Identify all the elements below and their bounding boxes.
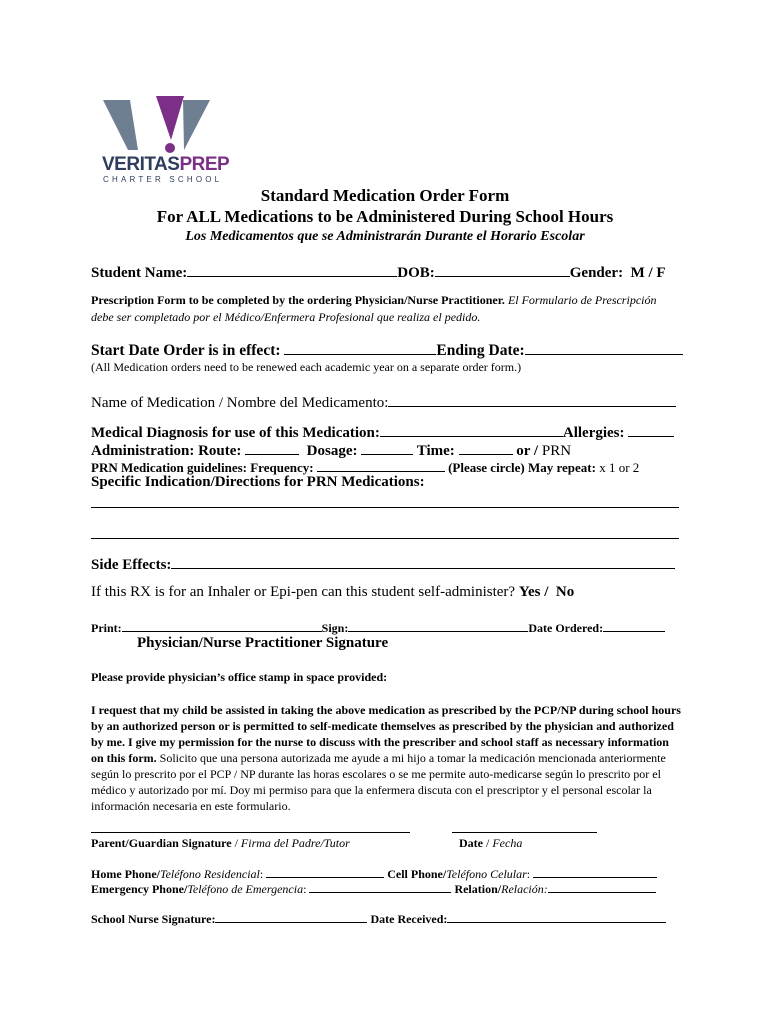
dates-row: [91, 340, 683, 360]
cell-phone-spanish: Teléfono Celular: [446, 867, 527, 881]
nurse-row: [91, 911, 666, 927]
side-effects-field[interactable]: [171, 554, 675, 569]
inhaler-no[interactable]: No: [555, 584, 575, 600]
start-date-label: Start Date Order is in effect:: [91, 342, 281, 359]
student-name-label: Student Name:: [91, 265, 188, 281]
form-title: Standard Medication Order Form: [260, 186, 510, 205]
ending-date-field[interactable]: [525, 340, 683, 355]
dosage-field[interactable]: [361, 440, 413, 455]
physician-signature-row: [91, 620, 665, 636]
parent-date-caption: [459, 836, 522, 851]
prn-frequency-label: PRN Medication guidelines: Frequency:: [91, 460, 314, 475]
slash-text: /: [486, 836, 490, 850]
ending-date-label: Ending Date:: [436, 342, 525, 359]
specific-indication-line-2[interactable]: [91, 538, 679, 539]
date-ordered-field[interactable]: [603, 620, 665, 632]
logo-name-prep: PREP: [179, 154, 230, 175]
allergies-label: Allergies:: [562, 425, 625, 441]
logo-mark-icon: [100, 96, 235, 156]
relation-label: Relation/: [454, 882, 502, 896]
inhaler-yes[interactable]: Yes /: [518, 584, 549, 600]
print-field[interactable]: [122, 620, 322, 632]
may-repeat-options[interactable]: x 1 or 2: [599, 460, 640, 475]
school-logo: [100, 96, 235, 184]
prescription-note-spanish: El Formulario de Prescripción debe ser completado por el Médico/Enfermera Profesional que realiza el pedido.: [91, 293, 657, 324]
administration-label: Administration:: [91, 443, 195, 459]
dob-label: DOB:: [397, 265, 435, 281]
stamp-note: Please provide physician’s office stamp in space provided:: [91, 670, 388, 684]
diagnosis-label: Medical Diagnosis for use of this Medication:: [91, 425, 380, 441]
parent-date-line[interactable]: [452, 832, 597, 833]
student-row: [91, 262, 666, 282]
consent-english: I request that my child be assisted in taking the above medication as prescribed by the PCP/NP during school hours by an authorized person or is permitted to self-medicate themselves as prescribed by the physician and authorized by me. I give my permission for the nurse to discuss with the prescriber and school staff as necessary information on this form.: [91, 703, 681, 765]
dob-field[interactable]: [435, 262, 570, 277]
student-name-field[interactable]: [187, 262, 397, 277]
prn-frequency-field[interactable]: [317, 459, 445, 472]
time-field[interactable]: [459, 440, 513, 455]
route-label: Route:: [198, 443, 242, 459]
administration-row: [91, 440, 571, 460]
start-date-field[interactable]: [284, 340, 436, 355]
side-effects-label: Side Effects:: [91, 557, 172, 573]
sign-field[interactable]: [348, 620, 528, 632]
date-received-label: Date Received:: [370, 912, 448, 926]
nurse-signature-field[interactable]: [215, 911, 367, 923]
parent-signature-line[interactable]: [91, 832, 410, 833]
specific-indication-label: Specific Indication/Directions for PRN Medications:: [91, 474, 425, 490]
renew-note: (All Medication orders need to be renewed each academic year on a separate order form.): [91, 360, 522, 374]
parent-signature-caption: [91, 836, 350, 851]
print-label: Print:: [91, 621, 122, 635]
sign-label: Sign:: [321, 621, 349, 635]
medication-name-row: [91, 392, 676, 412]
medication-name-field[interactable]: [388, 392, 676, 407]
colon-text: :: [259, 867, 264, 881]
logo-tagline: CHARTER SCHOOL: [103, 175, 223, 184]
gender-label: Gender:: [569, 265, 624, 281]
date-received-field[interactable]: [447, 911, 666, 923]
prn-label[interactable]: PRN: [541, 443, 572, 459]
parent-date-spanish: Fecha: [492, 836, 523, 850]
or-label: or /: [516, 443, 539, 459]
inhaler-question: If this RX is for an Inhaler or Epi-pen can this student self-administer?: [91, 584, 516, 600]
diagnosis-field[interactable]: [380, 422, 563, 437]
form-subtitle: For ALL Medications to be Administered During School Hours: [156, 207, 614, 226]
cell-phone-field[interactable]: [533, 866, 657, 878]
inhaler-row: [91, 584, 574, 601]
route-field[interactable]: [245, 440, 299, 455]
gender-options[interactable]: M / F: [630, 265, 666, 281]
emergency-phone-field[interactable]: [309, 881, 451, 893]
time-label: Time:: [416, 443, 455, 459]
prescription-note: [91, 292, 681, 326]
home-phone-spanish: Teléfono Residencial: [160, 867, 260, 881]
parent-signature-spanish: Firma del Padre/Tutor: [240, 836, 350, 850]
emergency-phone-label: Emergency Phone/: [91, 882, 188, 896]
medication-name-label: Name of Medication / Nombre del Medicamento:: [91, 395, 389, 411]
side-effects-row: [91, 554, 675, 574]
may-repeat-label: (Please circle) May repeat:: [448, 460, 596, 475]
form-subtitle-spanish: Los Medicamentos que se Administrarán Durante el Horario Escolar: [185, 229, 585, 244]
consent-paragraph: [91, 702, 681, 814]
consent-spanish: Solicito que una persona autorizada me ayude a mi hijo a tomar la medicación mencionada anteriormente según lo prescrito por el PCP / NP durante las horas escolares o se me permite auto-medicarse según lo prescrito por el médico y autorizado por mí. Doy mi permiso para que la enfermera discuta con el prescriptor y el personal escolar la información necesaria en este formulario.: [91, 751, 666, 813]
dosage-label: Dosage:: [306, 443, 358, 459]
slash-text: /: [234, 836, 238, 850]
home-phone-label: Home Phone/: [91, 867, 160, 881]
emergency-phone-spanish: Teléfono de Emergencia: [187, 882, 304, 896]
cell-phone-label: Cell Phone/: [387, 867, 447, 881]
parent-signature-label: Parent/Guardian Signature: [91, 836, 232, 850]
phone-row: [91, 866, 657, 882]
physician-signature-caption: Physician/Nurse Practitioner Signature: [137, 635, 389, 651]
colon-text: :: [303, 882, 307, 896]
nurse-signature-label: School Nurse Signature:: [91, 912, 216, 926]
logo-name-veritas: VERITAS: [102, 154, 180, 175]
relation-spanish: Relación:: [501, 882, 548, 896]
diagnosis-row: [91, 422, 674, 442]
specific-indication-line-1[interactable]: [91, 507, 679, 508]
allergies-field[interactable]: [628, 422, 674, 437]
stamp-area[interactable]: [91, 686, 679, 700]
date-ordered-label: Date Ordered:: [528, 621, 604, 635]
parent-date-label: Date: [459, 836, 483, 850]
emergency-row: [91, 881, 656, 897]
prescription-note-english: Prescription Form to be completed by the ordering Physician/Nurse Practitioner.: [91, 293, 505, 307]
colon-text: :: [526, 867, 531, 881]
home-phone-field[interactable]: [266, 866, 384, 878]
relation-field[interactable]: [548, 881, 656, 893]
